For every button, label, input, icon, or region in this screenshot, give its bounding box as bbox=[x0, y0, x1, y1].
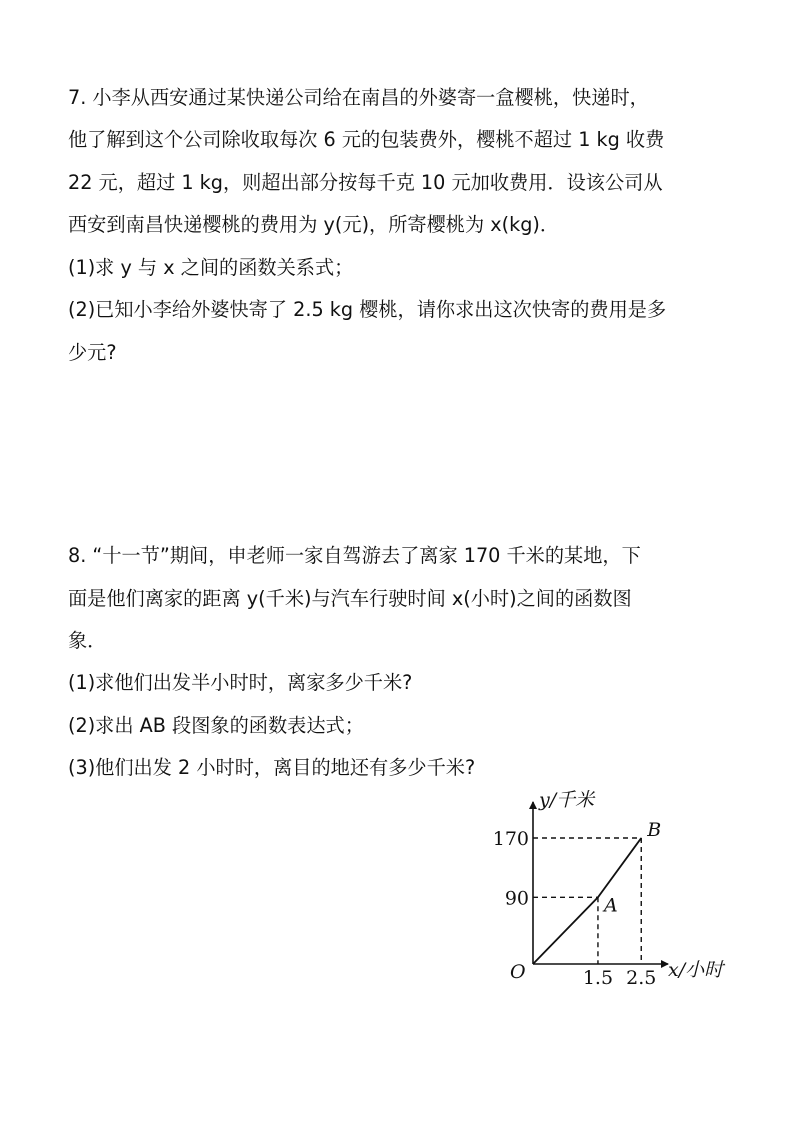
problem-8-part-1: (1)求他们出发半小时时，离家多少千米? bbox=[68, 671, 413, 694]
problem-7-line: 他了解到这个公司除收取每次 6 元的包装费外，樱桃不超过 1 kg 收费 bbox=[68, 128, 665, 151]
problem-7-line: 7. 小李从西安通过某快递公司给在南昌的外婆寄一盒樱桃，快递时， bbox=[68, 86, 649, 109]
x-axis-label: x/小时 bbox=[668, 959, 724, 981]
problem-8-line: 象． bbox=[68, 629, 107, 652]
problem-8-line: 8. “十一节”期间，申老师一家自驾游去了离家 170 千米的某地，下 bbox=[68, 544, 641, 567]
point-label-b: B bbox=[647, 819, 662, 841]
y-axis-label: y/千米 bbox=[539, 789, 595, 811]
problem-8-part-2: (2)求出 AB 段图象的函数表达式； bbox=[68, 714, 364, 737]
series-line bbox=[533, 838, 641, 964]
origin-label: O bbox=[510, 961, 526, 983]
y-tick-label: 90 bbox=[504, 887, 529, 910]
x-tick-label: 1.5 bbox=[582, 967, 614, 989]
problem-8-line: 面是他们离家的距离 y(千米)与汽车行驶时间 x(小时)之间的函数图 bbox=[68, 587, 632, 610]
x-tick-label: 2.5 bbox=[626, 967, 657, 989]
point-label-a: A bbox=[603, 894, 618, 917]
problem-7-line: 22 元，超过 1 kg，则超出部分按每千克 10 元加收费用．设该公司从 bbox=[68, 171, 663, 194]
problem-8-part-3: (3)他们出发 2 小时时，离目的地还有多少千米? bbox=[68, 756, 476, 779]
y-tick-label: 170 bbox=[492, 828, 529, 850]
problem-7-part-2: (2)已知小李给外婆快寄了 2.5 kg 樱桃，请你求出这次快寄的费用是多 bbox=[68, 298, 667, 321]
problem-7-line: 西安到南昌快递樱桃的费用为 y(元)，所寄樱桃为 x(kg)． bbox=[68, 213, 560, 236]
problem-7-line: 少元? bbox=[68, 341, 117, 364]
problem-7-part-1: (1)求 y 与 x 之间的函数关系式； bbox=[68, 256, 354, 279]
